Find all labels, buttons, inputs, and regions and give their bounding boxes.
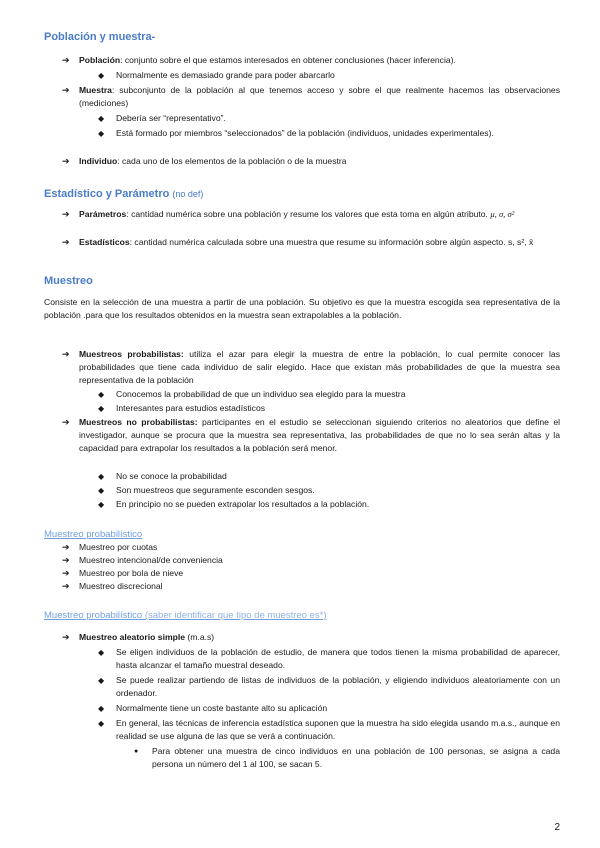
diamond-bullet-icon: ◆ bbox=[98, 676, 105, 685]
list-item: Muestreo intencional/de conveniencia bbox=[79, 555, 223, 565]
def-estadisticos: Estadísticos: cantidad numérica calculada sobre una muestra que resume su información sobre algún aspecto. s, s², x̄ bbox=[79, 237, 534, 247]
arrow-bullet-icon: ➔ bbox=[62, 555, 70, 565]
diamond-bullet-icon: ◆ bbox=[98, 472, 105, 481]
list-item: Muestreo por bola de nieve bbox=[79, 568, 184, 578]
arrow-bullet-icon: ➔ bbox=[62, 349, 70, 359]
noprob-sub1: No se conoce la probabilidad bbox=[116, 471, 227, 481]
def-muestreos-probabilistas: Muestreos probabilistas: utiliza el azar para elegir la muestra de entre la población, lo cual permite conocer las probabilidades que tiene cada individuo de salir elegido. Hace que existan más probabilidades de que la muestra sea representativa de la población bbox=[79, 349, 560, 385]
mas-sub2: Se puede realizar partiendo de listas de individuos de la población, y eligiendo individuos aleatoriamente con un ordenador. bbox=[116, 675, 560, 698]
diamond-bullet-icon: ◆ bbox=[98, 71, 105, 80]
arrow-bullet-icon: ➔ bbox=[62, 581, 70, 591]
page-number: 2 bbox=[554, 822, 560, 833]
diamond-bullet-icon: ◆ bbox=[98, 404, 105, 413]
prob-sub2: Interesantes para estudios estadísticos bbox=[116, 403, 266, 413]
prob-sub1: Conocemos la probabilidad de que un individuo sea elegido para la muestra bbox=[116, 389, 406, 399]
diamond-bullet-icon: ◆ bbox=[98, 486, 105, 495]
def-poblacion: Población: conjunto sobre el que estamos interesados en obtener conclusiones (hacer inferencia). bbox=[79, 55, 456, 65]
def-muestra: Muestra: subconjunto de la población al que tenemos acceso y sobre el que realmente hacemos las observaciones (mediciones) bbox=[79, 85, 560, 108]
diamond-bullet-icon: ◆ bbox=[98, 390, 105, 399]
arrow-bullet-icon: ➔ bbox=[62, 632, 70, 642]
arrow-bullet-icon: ➔ bbox=[62, 156, 70, 166]
mas-sub4: En general, las técnicas de inferencia estadística suponen que la muestra ha sido elegida usando m.a.s., aunque en realidad se use alguna de las que se verá a continuación. bbox=[116, 718, 560, 741]
arrow-bullet-icon: ➔ bbox=[62, 568, 70, 578]
noprob-sub3: En principio no se pueden extrapolar los resultados a la población. bbox=[116, 499, 370, 509]
muestreo-intro: Consiste en la selección de una muestra a partir de una población. Su objetivo es que la muestra escogida sea representativa de la población .para que los resultados obtenidos en la muestra sean extrapolables a la población. bbox=[44, 297, 560, 320]
section-title-poblacion: Población y muestra- bbox=[44, 31, 156, 43]
arrow-bullet-icon: ➔ bbox=[62, 542, 70, 552]
arrow-bullet-icon: ➔ bbox=[62, 85, 70, 95]
def-poblacion-sub: Normalmente es demasiado grande para poder abarcarlo bbox=[116, 70, 335, 80]
diamond-bullet-icon: ◆ bbox=[98, 500, 105, 509]
arrow-bullet-icon: ➔ bbox=[62, 55, 70, 65]
diamond-bullet-icon: ◆ bbox=[98, 114, 105, 123]
noprob-sub2: Son muestreos que seguramente esconden sesgos. bbox=[116, 485, 315, 495]
dot-bullet-icon: ● bbox=[134, 748, 139, 755]
mas-sub4-example: Para obtener una muestra de cinco individuos en una población de 100 personas, se asigna a cada persona un número del 1 al 100, se sacan 5. bbox=[152, 746, 560, 769]
diamond-bullet-icon: ◆ bbox=[98, 648, 105, 657]
def-muestra-sub2: Está formado por miembros “seleccionados” de la población (individuos, unidades experimentales). bbox=[116, 128, 494, 138]
list-item: Muestreo por cuotas bbox=[79, 542, 158, 552]
arrow-bullet-icon: ➔ bbox=[62, 209, 70, 219]
def-individuo: Individuo: cada uno de los elementos de la población o de la muestra bbox=[79, 156, 347, 166]
section-title-estadistico: Estadístico y Parámetro (no def) bbox=[44, 188, 204, 200]
def-muestra-sub1: Debería ser “representativo”. bbox=[116, 113, 226, 123]
diamond-bullet-icon: ◆ bbox=[98, 704, 105, 713]
mas-sub3: Normalmente tiene un coste bastante alto su aplicación bbox=[116, 703, 328, 713]
diamond-bullet-icon: ◆ bbox=[98, 129, 105, 138]
def-mas: Muestreo aleatorio simple (m.a.s) bbox=[79, 632, 215, 642]
section-title-muestreo: Muestreo bbox=[44, 275, 93, 287]
arrow-bullet-icon: ➔ bbox=[62, 237, 70, 247]
def-parametros: Parámetros: cantidad numérica sobre una población y resume los valores que esta toma en algún atributo. μ, σ, σ² bbox=[79, 209, 515, 219]
section-link-muestreo-probabilistico[interactable]: Muestreo probabilístico bbox=[44, 529, 143, 540]
diamond-bullet-icon: ◆ bbox=[98, 719, 105, 728]
arrow-bullet-icon: ➔ bbox=[62, 417, 70, 427]
mas-sub1: Se eligen individuos de la población de estudio, de manera que todos tienen la misma probabilidad de aparecer, hasta alcanzar el tamaño muestral deseado. bbox=[116, 647, 560, 670]
def-muestreos-no-probabilistas: Muestreos no probabilistas: participantes en el estudio se seleccionan siguiendo criterios no aleatorios que define el investigador, aunque se procura que la muestra sea representativa, las probabilidades de que no lo sea serán altas y la capacidad para extrapolar los resultados a la población será menor. bbox=[79, 417, 561, 453]
section-link-muestreo-probabilistico-2[interactable]: Muestreo probabilístico (saber identificar que tipo de muestreo es*) bbox=[44, 610, 327, 621]
list-item: Muestreo discrecional bbox=[79, 581, 163, 591]
